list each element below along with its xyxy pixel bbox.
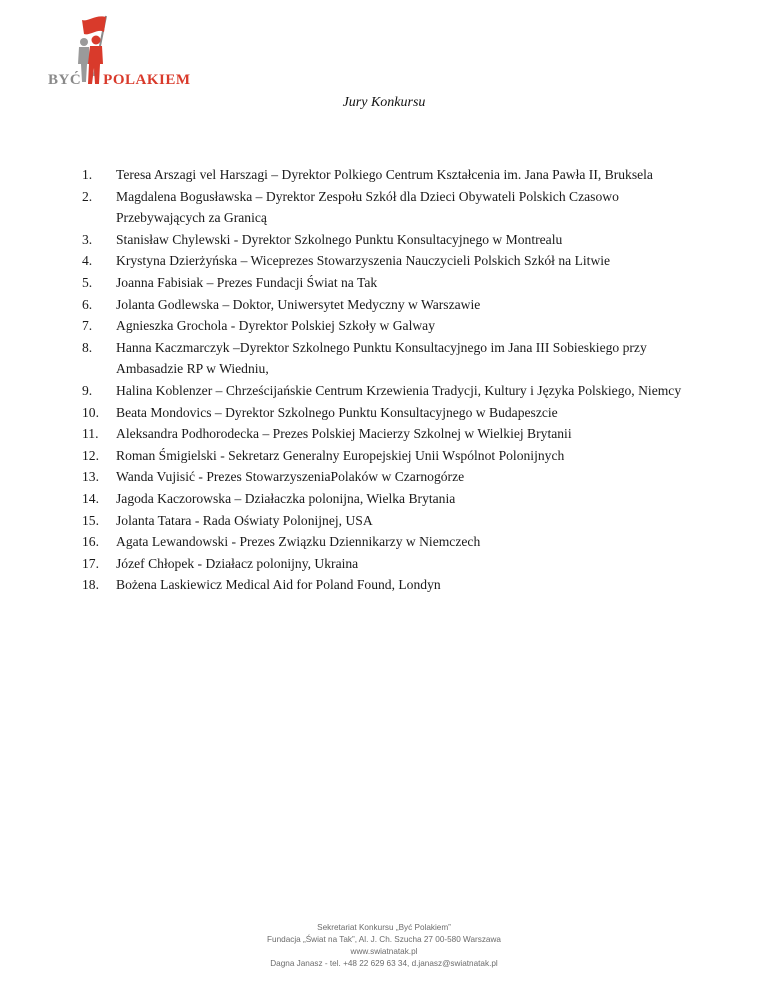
list-item bbox=[82, 380, 682, 402]
item-number: 18. bbox=[82, 577, 99, 593]
item-number: 6. bbox=[82, 296, 93, 312]
item-number: 16. bbox=[82, 534, 99, 550]
list-item bbox=[82, 423, 682, 445]
item-number: 3. bbox=[82, 231, 93, 247]
item-number: 13. bbox=[82, 469, 99, 485]
list-item bbox=[82, 164, 682, 186]
logo bbox=[44, 12, 204, 92]
item-text: Jagoda Kaczorowska – Działaczka polonijna, Wielka Brytania bbox=[116, 490, 456, 506]
list-item bbox=[82, 337, 682, 380]
item-text: Bożena Laskiewicz Medical Aid for Poland Found, Londyn bbox=[116, 577, 441, 593]
footer bbox=[0, 922, 768, 970]
logo-word-byc: BYĆ bbox=[48, 72, 82, 88]
item-number: 11. bbox=[82, 426, 99, 442]
list-item bbox=[82, 402, 682, 424]
item-text: Hanna Kaczmarczyk –Dyrektor Szkolnego Punktu Konsultacyjnego im Jana III Sobieskiego przy Ambasadzie RP w Wiedniu, bbox=[116, 339, 647, 377]
list-item bbox=[82, 315, 682, 337]
item-number: 5. bbox=[82, 274, 93, 290]
item-number: 17. bbox=[82, 555, 99, 571]
list-item bbox=[82, 574, 682, 596]
footer-contact: Dagna Janasz - tel. +48 22 629 63 34, d.janasz@swiatnatak.pl bbox=[270, 959, 498, 968]
item-number: 4. bbox=[82, 253, 93, 269]
item-number: 15. bbox=[82, 512, 99, 528]
item-number: 14. bbox=[82, 490, 99, 506]
item-text: Aleksandra Podhorodecka – Prezes Polskiej Macierzy Szkolnej w Wielkiej Brytanii bbox=[116, 426, 572, 442]
item-number: 9. bbox=[82, 382, 93, 398]
item-text: Stanisław Chylewski - Dyrektor Szkolnego Punktu Konsultacyjnego w Montrealu bbox=[116, 231, 563, 247]
item-text: Magdalena Bogusławska – Dyrektor Zespołu Szkół dla Dzieci Obywateli Polskich Czasowo Przebywających za Granicą bbox=[116, 188, 619, 226]
list-item bbox=[82, 445, 682, 467]
item-text: Józef Chłopek - Działacz polonijny, Ukraina bbox=[116, 555, 359, 571]
item-text: Jolanta Tatara - Rada Oświaty Polonijnej, USA bbox=[116, 512, 373, 528]
list-item bbox=[82, 466, 682, 488]
jury-list bbox=[82, 164, 682, 596]
list-item bbox=[82, 553, 682, 575]
item-text: Agata Lewandowski - Prezes Związku Dziennikarzy w Niemczech bbox=[116, 534, 481, 550]
logo-word-polakiem: POLAKIEM bbox=[103, 72, 191, 88]
item-text: Agnieszka Grochola - Dyrektor Polskiej Szkoły w Galway bbox=[116, 318, 436, 334]
item-text: Teresa Arszagi vel Harszagi – Dyrektor Polkiego Centrum Kształcenia im. Jana Pawła II, Bruksela bbox=[116, 167, 653, 182]
list-item bbox=[82, 294, 682, 316]
list-item bbox=[82, 531, 682, 553]
item-text: Roman Śmigielski - Sekretarz Generalny Europejskiej Unii Wspólnot Polonijnych bbox=[116, 447, 565, 463]
list-item bbox=[82, 229, 682, 251]
footer-website: www.swiatnatak.pl bbox=[350, 947, 418, 956]
item-number: 10. bbox=[82, 404, 99, 420]
item-number: 12. bbox=[82, 447, 99, 463]
item-text: Joanna Fabisiak – Prezes Fundacji Świat na Tak bbox=[116, 274, 378, 290]
item-text: Wanda Vujisić - Prezes StowarzyszeniaPolaków w Czarnogórze bbox=[116, 469, 465, 485]
item-number: 1. bbox=[82, 167, 93, 182]
footer-secretariat: Sekretariat Konkursu „Być Polakiem” bbox=[317, 923, 451, 932]
list-item bbox=[82, 272, 682, 294]
list-item bbox=[82, 250, 682, 272]
footer-address: Fundacja „Świat na Tak”, Al. J. Ch. Szucha 27 00-580 Warszawa bbox=[267, 935, 501, 944]
item-text: Beata Mondovics – Dyrektor Szkolnego Punktu Konsultacyjnego w Budapeszcie bbox=[116, 404, 558, 420]
item-text: Halina Koblenzer – Chrześcijańskie Centrum Krzewienia Tradycji, Kultury i Języka Polskiego, Niemcy bbox=[116, 382, 682, 398]
item-number: 2. bbox=[82, 188, 93, 204]
item-number: 8. bbox=[82, 339, 93, 355]
list-item bbox=[82, 488, 682, 510]
item-number: 7. bbox=[82, 318, 93, 334]
logo-text bbox=[48, 72, 191, 89]
item-text: Krystyna Dzierżyńska – Wiceprezes Stowarzyszenia Nauczycieli Polskich Szkół na Litwie bbox=[116, 253, 611, 269]
list-item bbox=[82, 510, 682, 532]
page-title: Jury Konkursu bbox=[342, 95, 426, 110]
item-text: Jolanta Godlewska – Doktor, Uniwersytet Medyczny w Warszawie bbox=[116, 296, 481, 312]
list-item bbox=[82, 186, 682, 229]
